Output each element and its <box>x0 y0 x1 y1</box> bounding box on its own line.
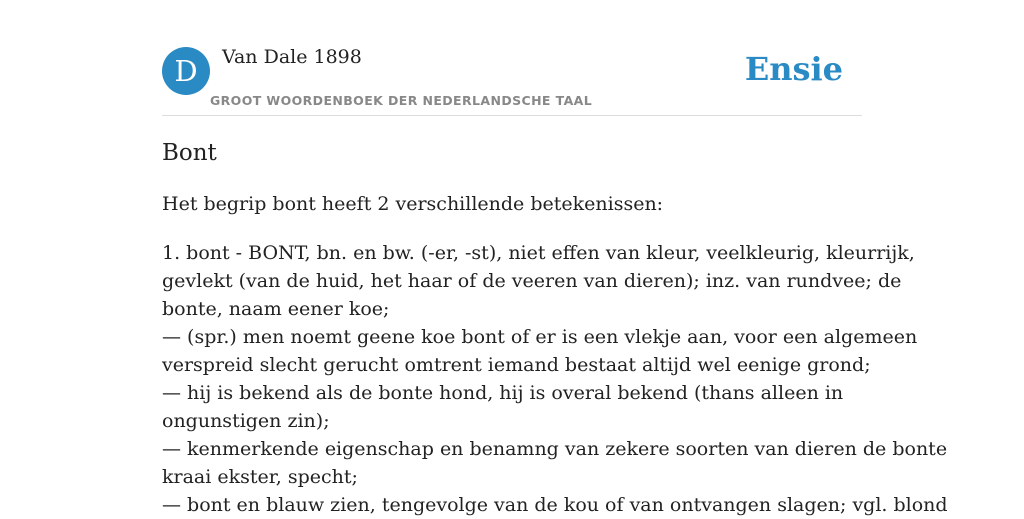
dictionary-logo-icon[interactable]: D <box>162 47 210 95</box>
definition-line: ongunstigen zin); <box>162 410 330 432</box>
definition-line: bonte, naam eener koe; <box>162 298 390 320</box>
definition-line: — kenmerkende eigenschap en benamng van zekere soorten van dieren de bonte <box>162 438 948 460</box>
dictionary-title[interactable]: Van Dale 1898 <box>222 46 362 68</box>
definition-line: — hij is bekend als de bonte hond, hij is overal bekend (thans alleen in <box>162 382 844 404</box>
definition-line: — (spr.) men noemt geene koe bont of er is een vlekje aan, voor een algemeen <box>162 326 918 348</box>
definition-line: gevlekt (van de huid, het haar of de veeren van dieren); inz. van rundvee; de <box>162 270 902 292</box>
definition-line: 1. bont - BONT, bn. en bw. (-er, -st), niet effen van kleur, veelkleurig, kleurrijk, <box>162 242 915 264</box>
definition-line: verspreid slecht gerucht omtrent iemand bestaat altijd wel eenige grond; <box>162 354 871 376</box>
entry-headword: Bont <box>162 140 217 166</box>
ensie-brand-link[interactable]: Ensie <box>744 50 843 88</box>
site-header <box>162 46 862 116</box>
definition-line: — bont en blauw zien, tengevolge van de kou of van ontvangen slagen; vgl. blond <box>162 494 948 516</box>
dictionary-subtitle: GROOT WOORDENBOEK DER NEDERLANDSCHE TAAL <box>210 93 593 108</box>
entry-definition <box>162 239 948 519</box>
definition-line: kraai ekster, specht; <box>162 466 358 488</box>
entry-intro: Het begrip bont heeft 2 verschillende betekenissen: <box>162 193 664 215</box>
